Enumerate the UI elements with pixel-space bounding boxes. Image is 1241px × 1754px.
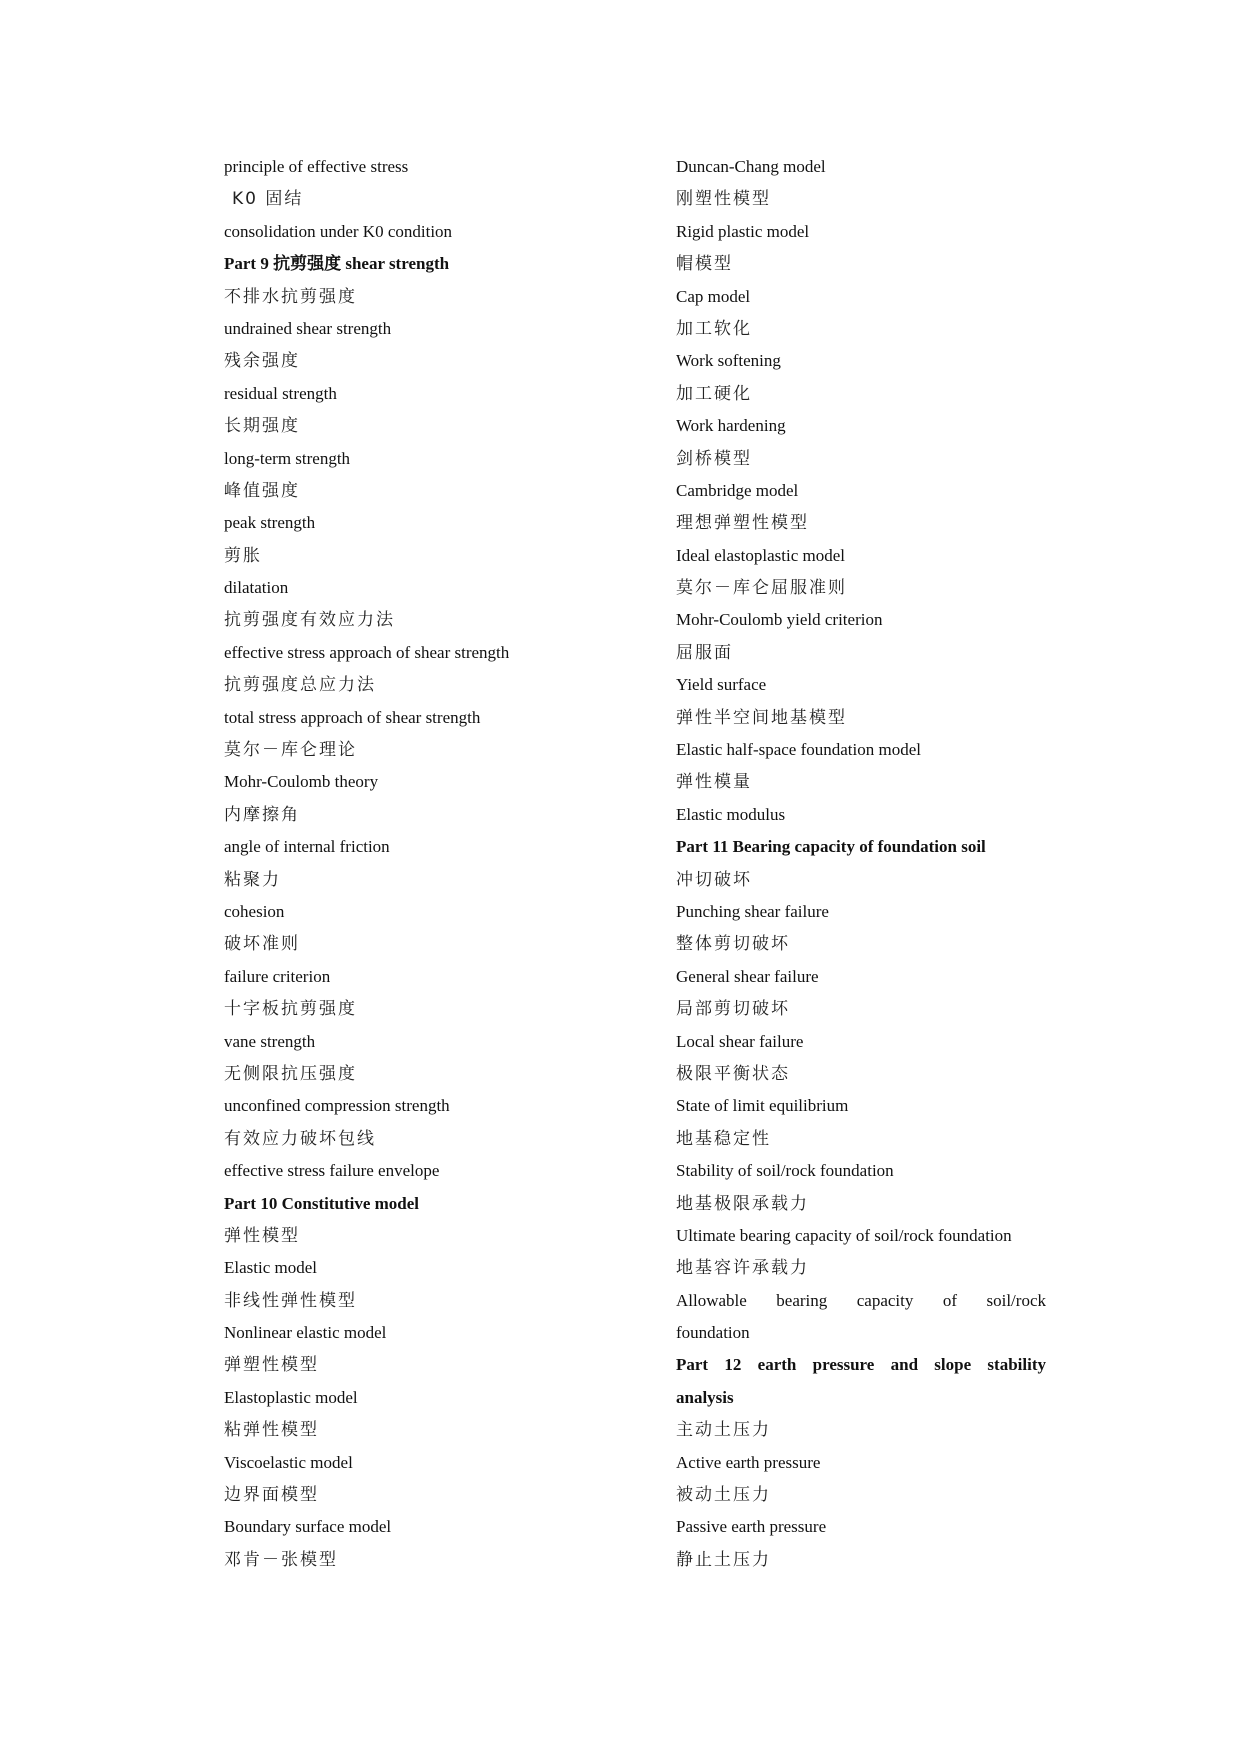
term-english: Ideal elastoplastic model <box>676 545 845 565</box>
term-chinese: 被动土压力 <box>676 1485 771 1506</box>
term-english: foundation <box>676 1323 750 1343</box>
term-english: Passive earth pressure <box>676 1517 827 1537</box>
term-english: Elastic model <box>224 1258 318 1278</box>
term-chinese: 破坏准则 <box>224 934 300 955</box>
term-english: cohesion <box>224 901 285 921</box>
term-chinese: 弹性模型 <box>224 1225 300 1246</box>
term-chinese: 剪胀 <box>224 545 262 566</box>
term-chinese: 极限平衡状态 <box>676 1063 790 1084</box>
term-english: failure criterion <box>224 966 331 986</box>
term-english: dilatation <box>224 578 289 598</box>
term-chinese: 剑桥模型 <box>676 448 752 469</box>
term-chinese: 抗剪强度有效应力法 <box>224 610 395 631</box>
term-english: Work softening <box>676 351 781 371</box>
term-chinese: 地基稳定性 <box>676 1128 771 1149</box>
term-chinese: 弹性半空间地基模型 <box>676 707 847 728</box>
term-english: Cap model <box>676 286 751 306</box>
term-english: State of limit equilibrium <box>676 1096 849 1116</box>
term-english: unconfined compression strength <box>224 1096 450 1116</box>
term-english: Duncan-Chang model <box>676 157 826 176</box>
term-chinese: 刚塑性模型 <box>676 189 771 210</box>
term-chinese: 长期强度 <box>224 416 300 437</box>
term-english: Ultimate bearing capacity of soil/rock foundation <box>676 1225 1012 1245</box>
term-chinese: 屈服面 <box>676 642 733 663</box>
term-chinese: 边界面模型 <box>224 1485 319 1506</box>
term-english: long-term strength <box>224 448 351 468</box>
term-english: Elastic half-space foundation model <box>676 740 921 760</box>
term-chinese: 弹性模量 <box>676 772 752 793</box>
term-chinese: 粘聚力 <box>224 869 281 890</box>
term-english: Local shear failure <box>676 1031 804 1051</box>
term-chinese: 帽模型 <box>676 254 733 275</box>
term-english: Viscoelastic model <box>224 1452 353 1472</box>
term-chinese: 加工硬化 <box>676 383 752 404</box>
left-column <box>224 151 614 1576</box>
term-chinese: 十字板抗剪强度 <box>224 999 357 1020</box>
term-chinese: 残余强度 <box>224 351 300 372</box>
term-english: vane strength <box>224 1031 316 1051</box>
term-english: Nonlinear elastic model <box>224 1323 387 1343</box>
term-english: Punching shear failure <box>676 901 829 921</box>
term-english: principle of effective stress <box>224 157 409 176</box>
term-chinese: 有效应力破坏包线 <box>224 1128 376 1149</box>
term-english: peak strength <box>224 513 316 533</box>
term-english: effective stress approach of shear strength <box>224 642 510 662</box>
term-chinese: K0 固结 <box>232 189 304 210</box>
term-english: Work hardening <box>676 416 786 436</box>
term-chinese: 局部剪切破坏 <box>676 999 790 1020</box>
term-chinese: 邓肯－张模型 <box>224 1549 338 1570</box>
term-english: Yield surface <box>676 675 767 695</box>
term-english: Boundary surface model <box>224 1517 392 1537</box>
term-chinese: 峰值强度 <box>224 480 300 501</box>
term-english: consolidation under K0 condition <box>224 221 453 241</box>
term-english: angle of internal friction <box>224 837 390 857</box>
term-english: total stress approach of shear strength <box>224 707 481 727</box>
term-chinese: 静止土压力 <box>676 1549 771 1570</box>
term-english: undrained shear strength <box>224 318 392 338</box>
term-english: residual strength <box>224 383 337 403</box>
term-english: Active earth pressure <box>676 1452 821 1472</box>
term-chinese: 莫尔－库仑屈服准则 <box>676 578 847 599</box>
term-chinese: 加工软化 <box>676 318 752 339</box>
term-chinese: 冲切破坏 <box>676 869 752 890</box>
term-english: Mohr-Coulomb yield criterion <box>676 610 883 630</box>
term-chinese: 粘弹性模型 <box>224 1420 319 1441</box>
section-heading: Part 12 earth pressure and slope stability <box>676 1355 1046 1375</box>
term-english: General shear failure <box>676 966 819 986</box>
term-english: Allowable bearing capacity of soil/rock <box>676 1290 1046 1310</box>
term-english: Elastic modulus <box>676 804 786 824</box>
term-chinese: 地基容许承载力 <box>676 1258 809 1279</box>
term-english: Mohr-Coulomb theory <box>224 772 379 792</box>
term-english: Cambridge model <box>676 480 799 500</box>
term-chinese: 弹塑性模型 <box>224 1355 319 1376</box>
term-chinese: 抗剪强度总应力法 <box>224 675 376 696</box>
section-heading: analysis <box>676 1387 734 1407</box>
term-chinese: 不排水抗剪强度 <box>224 286 357 307</box>
term-chinese: 整体剪切破坏 <box>676 934 790 955</box>
term-chinese: 非线性弹性模型 <box>224 1290 357 1311</box>
term-english: effective stress failure envelope <box>224 1161 440 1181</box>
term-chinese: 莫尔－库仑理论 <box>224 740 357 761</box>
term-chinese: 理想弹塑性模型 <box>676 513 809 534</box>
right-column <box>676 151 1046 1576</box>
term-chinese: 地基极限承载力 <box>676 1193 809 1214</box>
section-heading: Part 10 Constitutive model <box>224 1193 420 1213</box>
term-chinese: 主动土压力 <box>676 1420 771 1441</box>
term-english: Rigid plastic model <box>676 221 810 241</box>
term-chinese: 内摩擦角 <box>224 804 300 825</box>
section-heading: Part 11 Bearing capacity of foundation soil <box>676 837 986 857</box>
term-english: Elastoplastic model <box>224 1387 358 1407</box>
term-chinese: 无侧限抗压强度 <box>224 1063 357 1084</box>
section-heading: Part 9 抗剪强度 shear strength <box>224 254 450 274</box>
term-english: Stability of soil/rock foundation <box>676 1161 894 1181</box>
